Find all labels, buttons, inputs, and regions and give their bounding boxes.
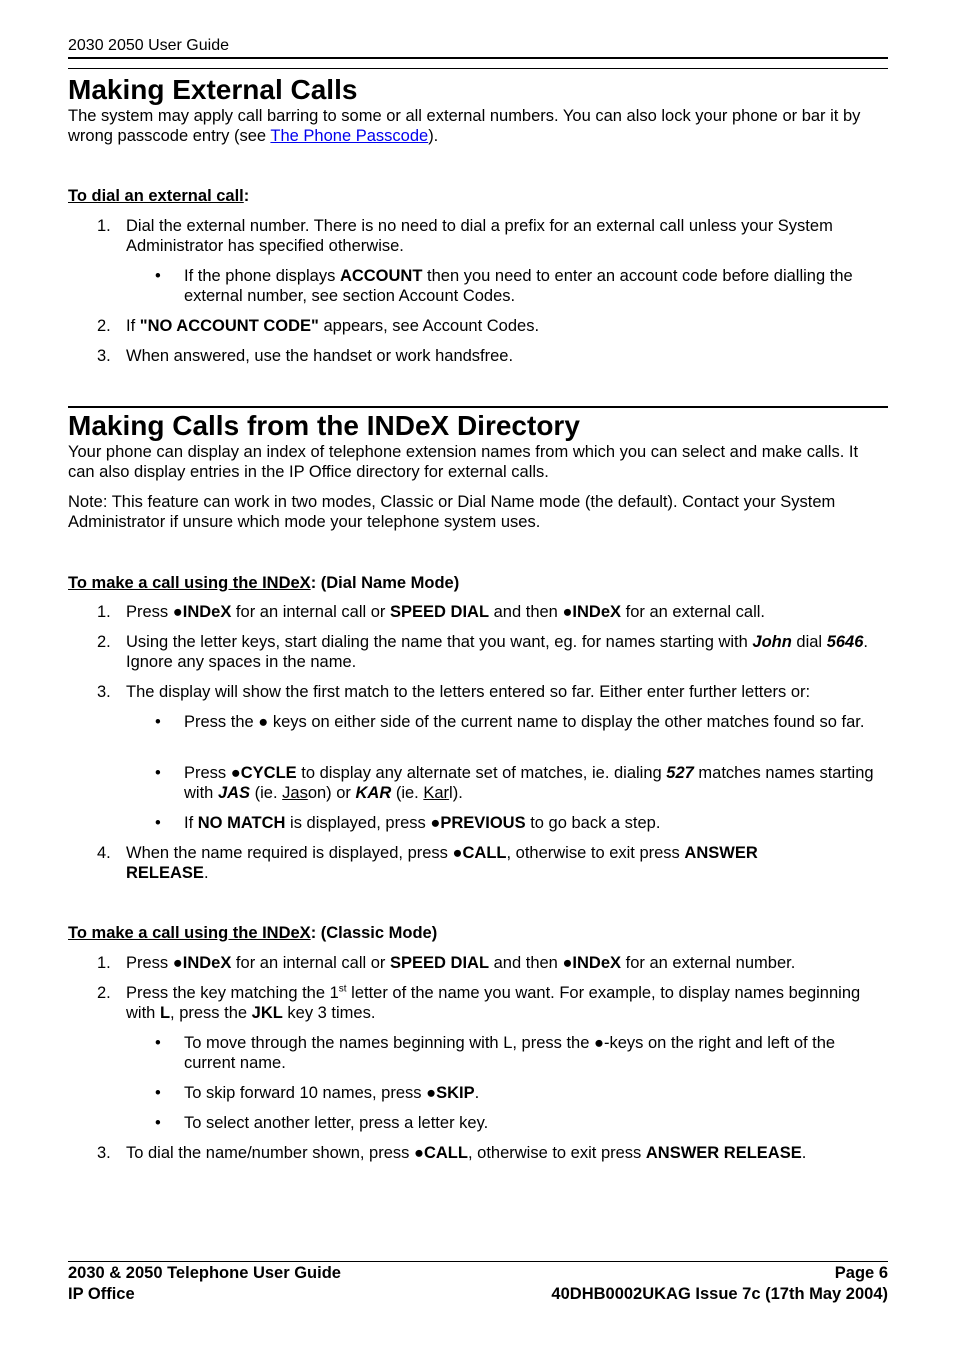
footer-product: IP Office — [68, 1285, 135, 1303]
classic-bullet-3: To select another letter, press a letter key. — [184, 1114, 489, 1132]
dialname-bullet-2: Press ●CYCLE to display any alternate set of matches, ie. dialing 527 matches names starting with JAS (ie. Jason) or KAR (ie. Karl). — [184, 764, 874, 802]
list-number: 3. — [97, 683, 111, 701]
footer-issue: 40DHB0002UKAG Issue 7c (17th May 2004) — [551, 1285, 888, 1303]
dialname-bullet-3: If NO MATCH is displayed, press ●PREVIOUS to go back a step. — [184, 814, 661, 832]
phone-passcode-link[interactable]: The Phone Passcode — [270, 127, 429, 145]
dialname-bullet-1: Press the ● keys on either side of the current name to display the other matches found so far. — [184, 713, 865, 731]
classic-step-1: Press ●INDeX for an internal call or SPEED DIAL and then ●INDeX for an external number. — [126, 954, 796, 972]
bullet-marker: • — [155, 764, 161, 782]
classic-bullet-1: To move through the names beginning with L, press the ●-keys on the right and left of the current name. — [184, 1034, 836, 1072]
list-number: 4. — [97, 844, 111, 862]
step-1: Dial the external number. There is no need to dial a prefix for an external call unless your System Administrator has specified otherwise. — [126, 217, 833, 255]
list-number: 1. — [97, 603, 111, 621]
intro-text-end: ). — [428, 127, 439, 145]
list-number: 2. — [97, 984, 111, 1002]
list-number: 1. — [97, 217, 111, 235]
list-number: 2. — [97, 633, 111, 651]
running-header: 2030 2050 User Guide — [68, 37, 229, 54]
list-number: 3. — [97, 1144, 111, 1162]
dialname-step-4: When the name required is displayed, press ●CALL, otherwise to exit press ANSWER RELEASE. — [126, 844, 758, 882]
bullet-marker: • — [155, 1084, 161, 1102]
section1-intro — [68, 106, 888, 146]
section2-intro: Your phone can display an index of telephone extension names from which you can select and make calls. It can also display entries in the IP Office directory for external calls. — [68, 443, 859, 481]
bullet-marker: • — [155, 267, 161, 285]
section-title-external-calls: Making External Calls — [68, 74, 358, 105]
section-title-index-directory: Making Calls from the INDeX Directory — [68, 410, 580, 441]
list-number: 3. — [97, 347, 111, 365]
header-rule — [68, 57, 888, 59]
section-rule — [68, 68, 888, 69]
step-3: When answered, use the handset or work handsfree. — [126, 347, 514, 365]
section2-note: Note: This feature can work in two modes, Classic or Dial Name mode (the default). Contact your System Administrator if unsure which mode your telephone system uses. — [68, 493, 836, 531]
subheading-dial-name-mode: To make a call using the INDeX: (Dial Name Mode) — [68, 574, 460, 592]
classic-step-2: Press the key matching the 1st letter of the name you want. For example, to display names beginning with L, press the JKL key 3 times. — [126, 983, 861, 1022]
list-number: 1. — [97, 954, 111, 972]
dialname-step-2: Using the letter keys, start dialing the name that you want, eg. for names starting with John dial 5646. Ignore any spaces in the name. — [126, 633, 868, 671]
subheading-colon: : — [243, 187, 250, 205]
footer-rule — [68, 1261, 888, 1262]
subheading-text: To dial an external call — [68, 187, 244, 205]
bullet-marker: • — [155, 713, 161, 731]
section-rule — [68, 406, 888, 408]
bullet-marker: • — [155, 814, 161, 832]
bullet-marker: • — [155, 1034, 161, 1052]
step-2: If "NO ACCOUNT CODE" appears, see Account Codes. — [126, 317, 540, 335]
dialname-step-3: The display will show the first match to the letters entered so far. Either enter further letters or: — [126, 683, 811, 701]
footer-guide-title: 2030 & 2050 Telephone User Guide — [68, 1264, 341, 1282]
step-1-bullet: If the phone displays ACCOUNT then you need to enter an account code before dialling the external number, see section Account Codes. — [184, 267, 853, 305]
subheading-dial-external — [68, 186, 249, 206]
intro-text: The system may apply call barring to some or all external numbers. You can also lock your phone or bar it by wrong passcode entry (see — [68, 107, 861, 145]
dialname-step-1: Press ●INDeX for an internal call or SPEED DIAL and then ●INDeX for an external call. — [126, 603, 766, 621]
classic-step-3: To dial the name/number shown, press ●CALL, otherwise to exit press ANSWER RELEASE. — [126, 1144, 807, 1162]
subheading-classic-mode: To make a call using the INDeX: (Classic Mode) — [68, 924, 438, 942]
footer-page-number: Page 6 — [834, 1264, 888, 1282]
classic-bullet-2: To skip forward 10 names, press ●SKIP. — [184, 1084, 480, 1102]
list-number: 2. — [97, 317, 111, 335]
bullet-marker: • — [155, 1114, 161, 1132]
